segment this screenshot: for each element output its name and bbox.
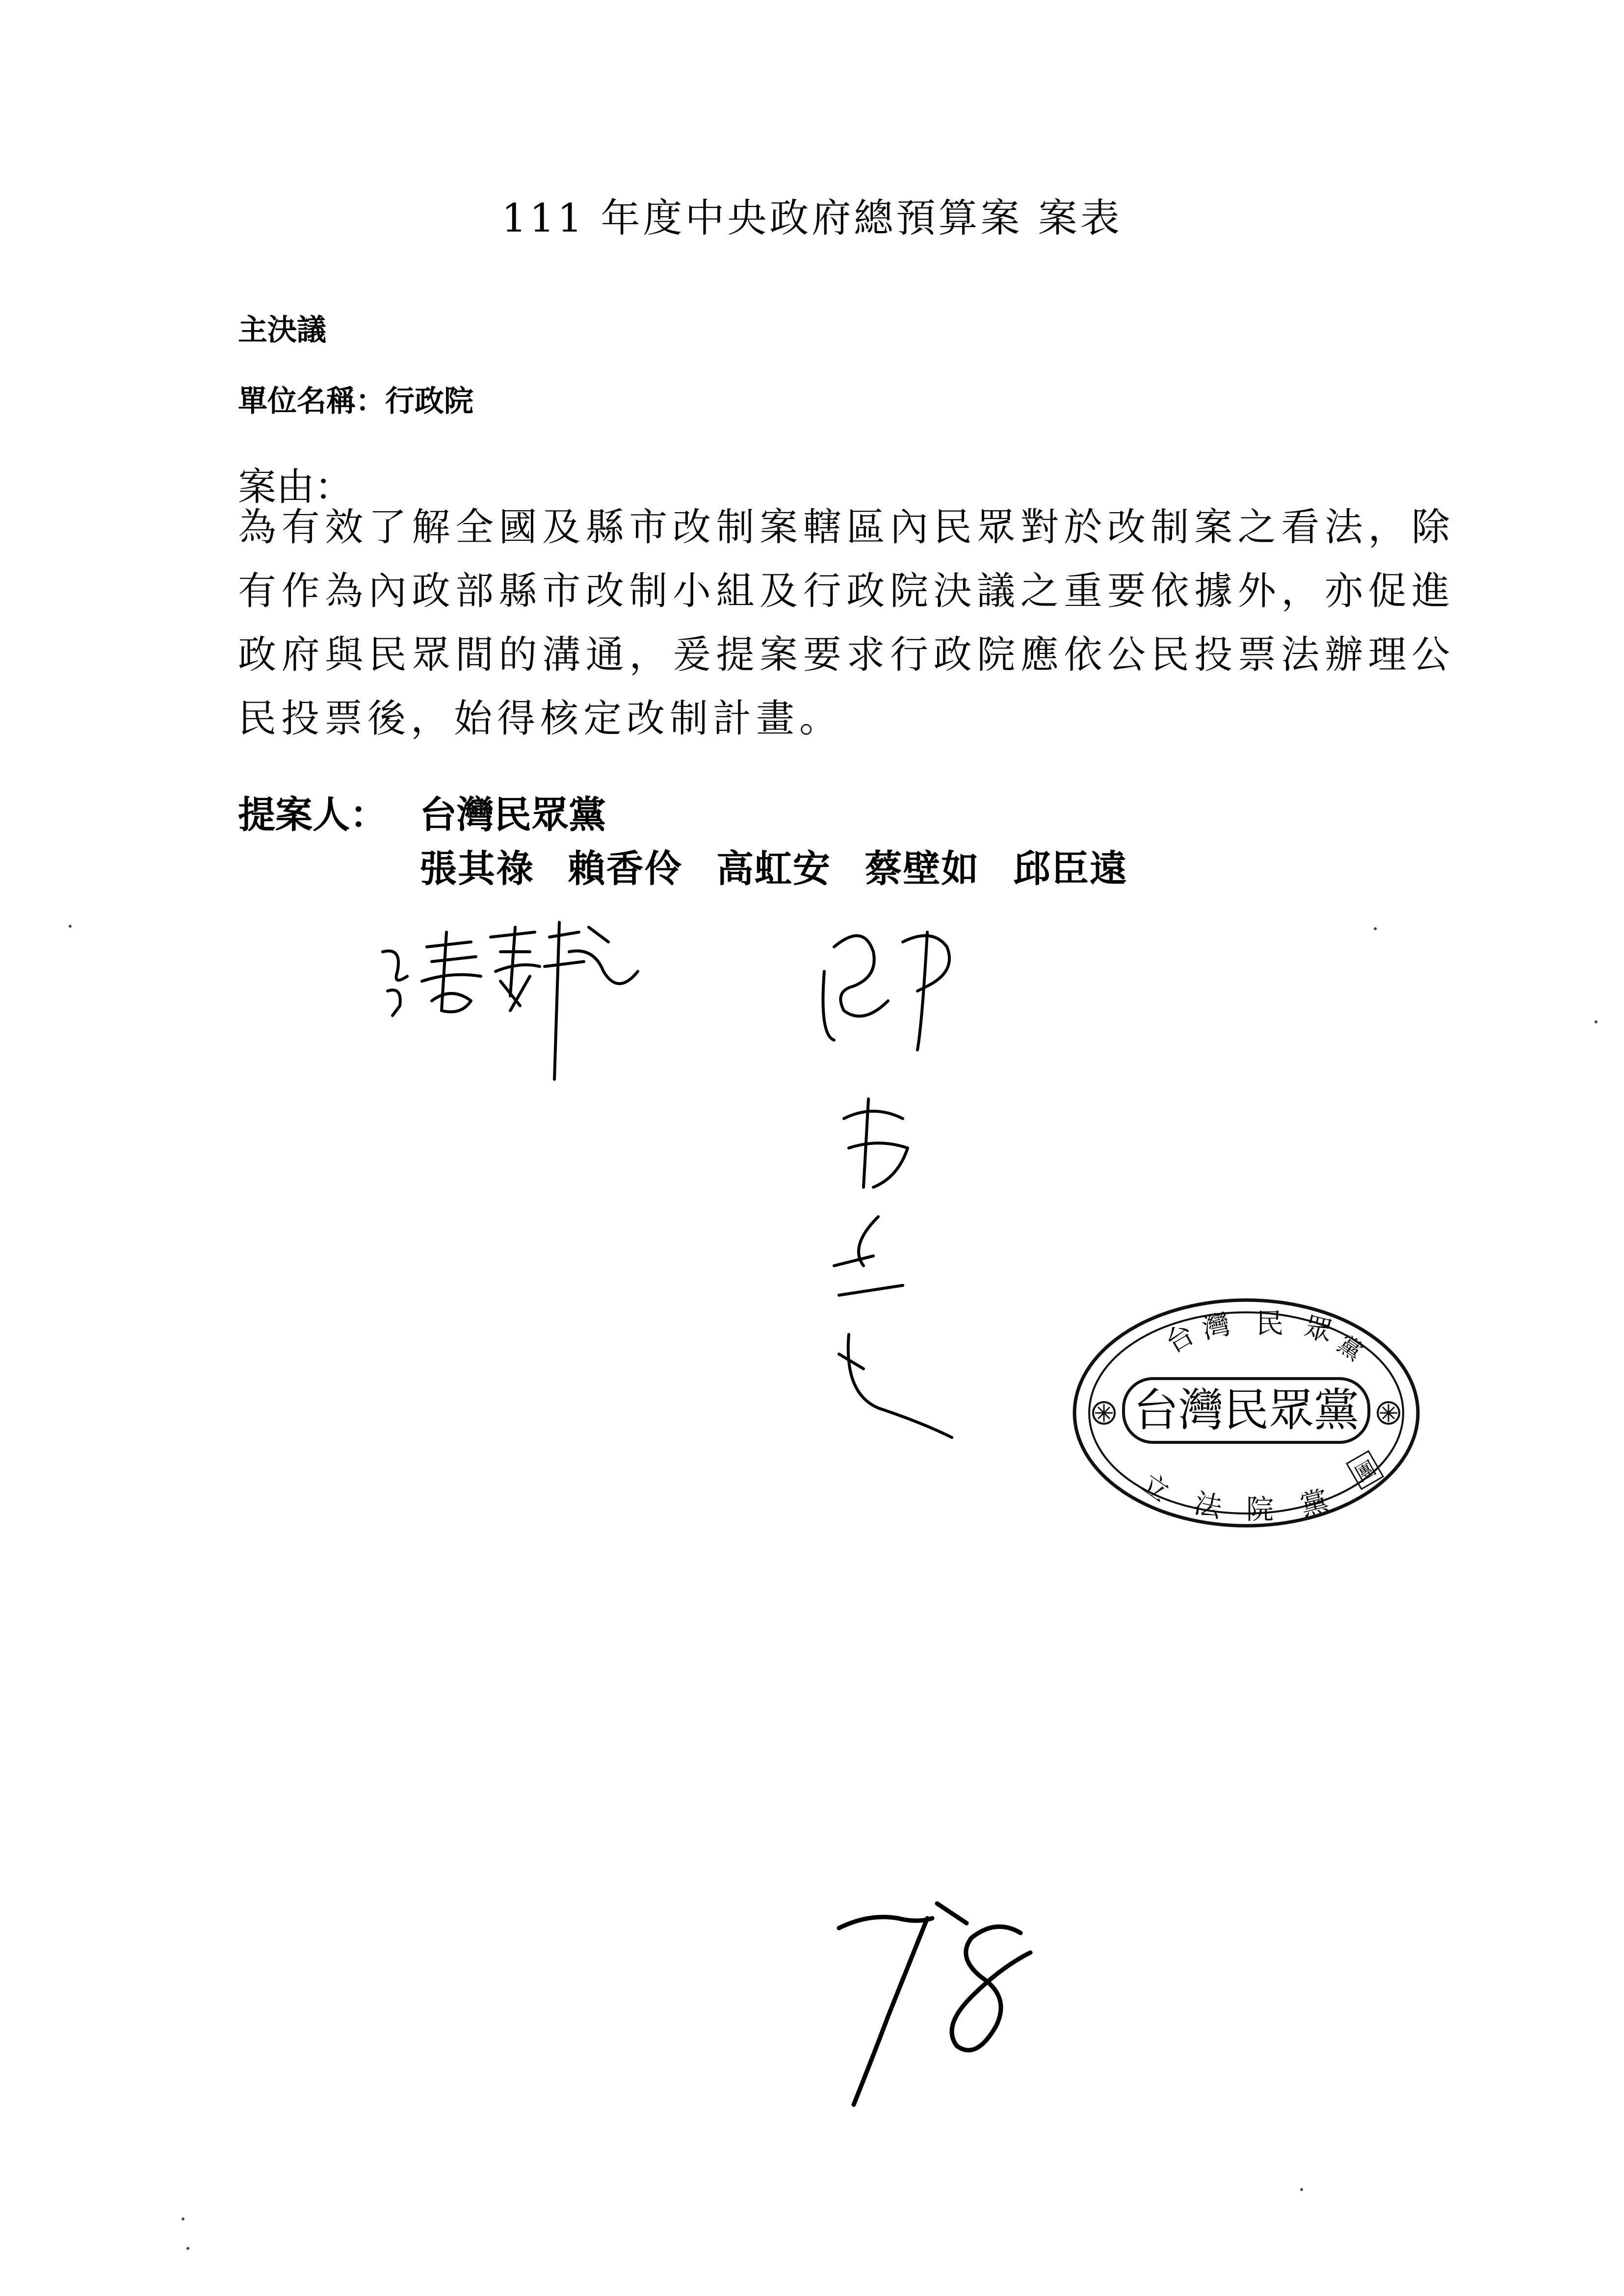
- seal-bottom-char: 黨: [1297, 1485, 1332, 1522]
- document-title: 111 年度中央政府總預算案 案表: [501, 195, 1123, 241]
- reason-body: 為有效了解全國及縣市改制案轄區內民眾對於改制案之看法，除有作為內政部縣市改制小組及行政院決議之重要依據外，亦促進政府與民眾間的溝通，爰提案要求行政院應依公民投票法辦理公民投票後，始得核定改制計畫。: [238, 505, 1455, 741]
- signature-2: [805, 913, 1011, 1462]
- seal-left-top-char: 台: [1160, 1318, 1200, 1360]
- main-resolution-label: 主決議: [238, 313, 326, 347]
- proposer-name: 賴香伶: [568, 847, 683, 890]
- proposer-name: 蔡壁如: [864, 847, 980, 890]
- scan-speck: [1595, 1020, 1598, 1023]
- seal-bottom-char: 法: [1191, 1487, 1225, 1525]
- seal-top-char: 眾: [1301, 1311, 1336, 1349]
- proposer-party: 台灣民眾黨: [419, 793, 606, 836]
- unit-name-line: 單位名稱：行政院: [238, 384, 473, 418]
- proposer-label: 提案人：: [238, 793, 387, 836]
- proposer-names: [419, 839, 1148, 892]
- seal-right-top-char: 黨: [1332, 1330, 1368, 1366]
- scan-speck: [1374, 927, 1377, 930]
- scan-speck: [1300, 2188, 1303, 2191]
- seal-top-char: 灣: [1199, 1308, 1233, 1346]
- seal-corner-char: 團: [1346, 1450, 1384, 1490]
- scan-speck: [186, 2247, 189, 2250]
- proposer-name: 張其祿: [419, 847, 534, 890]
- proposer-name: 高虹安: [716, 847, 831, 890]
- handwritten-page-number: [824, 1899, 1070, 2124]
- scan-speck: [182, 2218, 184, 2220]
- party-seal: [1070, 1295, 1423, 1531]
- seal-top-char: 民: [1256, 1308, 1283, 1340]
- seal-bottom-char: 立: [1135, 1467, 1175, 1508]
- seal-center-text: 台灣民眾黨: [1133, 1384, 1359, 1436]
- seal-bottom-char: 院: [1246, 1494, 1274, 1526]
- scan-speck: [69, 925, 72, 928]
- reason-label: 案由：: [238, 465, 353, 509]
- proposer-name: 邱臣遠: [1013, 847, 1128, 890]
- signature-1: [373, 917, 648, 1094]
